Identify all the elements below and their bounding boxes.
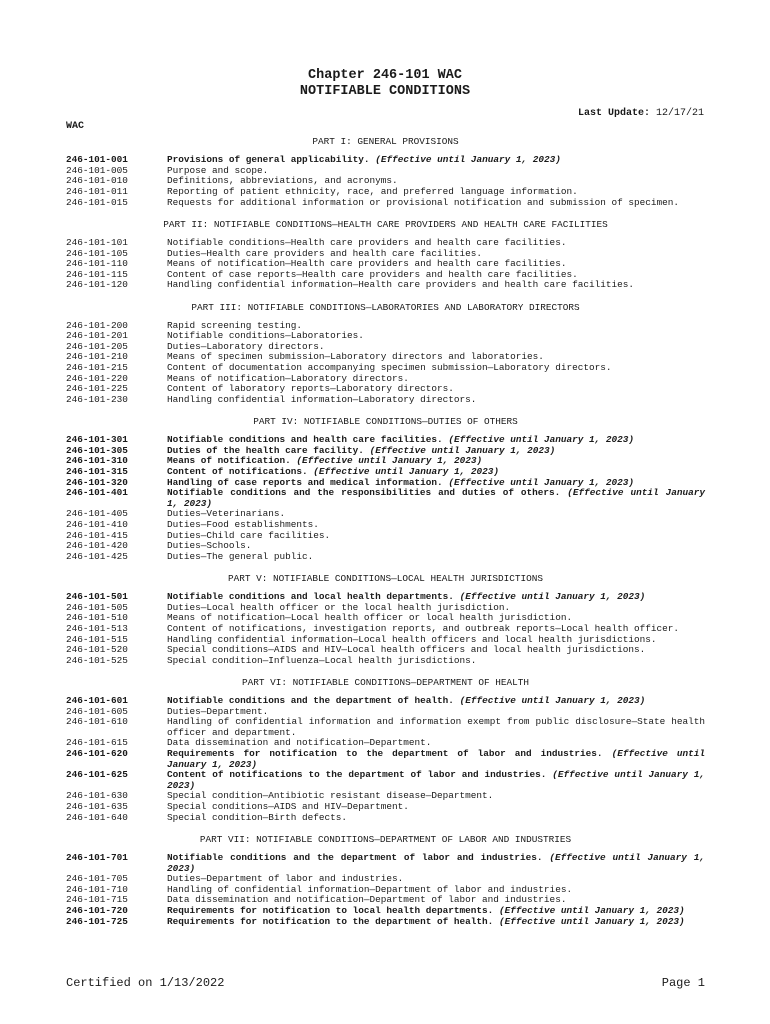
section-number: 246-101-425 (66, 550, 128, 562)
section-title: Notifiable conditions—Health care providers and health care facilities. (167, 236, 567, 248)
section-row (66, 509, 705, 520)
section-number: 246-101-510 (66, 612, 128, 624)
section-row (66, 520, 705, 531)
section-title-wrap (167, 770, 705, 791)
section-number: 246-101-401 (66, 487, 128, 499)
section-title: Duties—Food establishments. (167, 518, 319, 530)
section-number: 246-101-520 (66, 644, 128, 656)
part-heading: PART VI: NOTIFIABLE CONDITIONS—DEPARTMENT OF HEALTH (242, 676, 529, 688)
section-number: 246-101-105 (66, 247, 128, 259)
page-footer (66, 976, 705, 990)
section-title: Means of notification—Local health officer or local health jurisdiction. (167, 612, 573, 624)
section-number: 246-101-011 (66, 185, 128, 197)
section-number: 246-101-515 (66, 633, 128, 645)
section-number: 246-101-615 (66, 737, 128, 749)
effective-note: (Effective until January 1, 2023) (369, 444, 556, 456)
section-number: 246-101-110 (66, 258, 128, 270)
section-title: Content of documentation accompanying specimen submission—Laboratory directors. (167, 362, 612, 374)
section-title: Notifiable conditions—Laboratories. (167, 330, 364, 342)
section-row (66, 541, 705, 552)
section-row (66, 395, 705, 406)
section-title: Purpose and scope. (167, 164, 269, 176)
section-row (66, 696, 705, 707)
effective-note: (Effective until January 1, 2023) (167, 769, 705, 791)
section-title: Handling of case reports and medical information. (167, 476, 443, 488)
section-list (66, 435, 705, 562)
section-title-wrap (167, 813, 705, 824)
section-number: 246-101-301 (66, 434, 128, 446)
section-title: Reporting of patient ethnicity, race, and preferred language information. (167, 185, 578, 197)
section-title: Definitions, abbreviations, and acronyms. (167, 175, 398, 187)
section-list (66, 696, 705, 823)
section-row (66, 656, 705, 667)
section-number: 246-101-410 (66, 518, 128, 530)
section-title: Means of notification—Laboratory directors. (167, 372, 409, 384)
section-title: Special conditions—AIDS and HIV—Local health officers and local health jurisdictions. (167, 644, 646, 656)
part-heading: PART I: GENERAL PROVISIONS (312, 136, 459, 147)
section-title: Handling of confidential information—Department of labor and industries. (167, 883, 573, 895)
section-number: 246-101-101 (66, 236, 128, 248)
section-row (66, 321, 705, 332)
section-title: Notifiable conditions and local health departments. (167, 591, 454, 603)
section-title: Duties—Child care facilities. (167, 529, 331, 541)
section-number: 246-101-705 (66, 873, 128, 885)
section-number: 246-101-305 (66, 444, 128, 456)
section-title: Duties—Local health officer or the local health jurisdiction. (167, 601, 511, 613)
document-title: NOTIFIABLE CONDITIONS (299, 84, 471, 99)
section-number: 246-101-320 (66, 476, 128, 488)
section-number: 246-101-525 (66, 654, 128, 666)
section-title-wrap (167, 395, 705, 406)
section-row (66, 552, 705, 563)
effective-note: (Effective until January 1, 2023) (167, 748, 705, 770)
section-row (66, 531, 705, 542)
section-number: 246-101-501 (66, 591, 128, 603)
last-update-value: 12/17/21 (655, 108, 704, 119)
section-title: Duties—The general public. (167, 550, 314, 562)
section-row (66, 488, 705, 509)
part-heading: PART V: NOTIFIABLE CONDITIONS—LOCAL HEALTH JURISDICTIONS (227, 572, 544, 584)
section-title: Content of notifications to the department of labor and industries. (167, 769, 547, 781)
section-number: 246-101-635 (66, 801, 128, 812)
section-number: 246-101-505 (66, 601, 128, 613)
section-row (66, 749, 705, 770)
effective-note: (Effective until January 1, 2023) (448, 476, 634, 488)
section-number: 246-101-120 (66, 279, 128, 291)
section-number: 246-101-315 (66, 466, 128, 477)
section-title-wrap (167, 656, 705, 667)
section-list (66, 321, 705, 406)
section-number: 246-101-625 (66, 769, 128, 781)
certified-date: Certified on 1/13/2022 (66, 976, 225, 990)
section-number: 246-101-610 (66, 716, 128, 728)
effective-note: (Effective until January 1, 2023) (448, 434, 634, 446)
section-title: Content of notifications. (167, 466, 308, 477)
section-title: Duties of the health care facility. (167, 444, 364, 456)
section-title: Special condition—Antibiotic resistant disease—Department. (167, 790, 494, 802)
section-row (66, 717, 705, 738)
section-number: 246-101-015 (66, 196, 128, 208)
section-title-wrap (167, 198, 705, 209)
section-title-wrap (167, 488, 705, 509)
section-list (66, 853, 705, 927)
section-title: Duties—Veterinarians. (167, 508, 286, 520)
section-title: Means of specimen submission—Laboratory directors and laboratories. (167, 351, 544, 363)
section-number: 246-101-205 (66, 340, 128, 352)
section-title: Handling of confidential information and information exempt from public disclosure—State health officer and department. (167, 716, 705, 738)
section-number: 246-101-720 (66, 904, 128, 916)
effective-note: (Effective until January 1, 2023) (296, 455, 483, 467)
section-row (66, 155, 705, 166)
section-title-wrap (167, 749, 705, 770)
section-number: 246-101-701 (66, 851, 128, 863)
section-title: Handling confidential information—Local health officers and local health jurisdictions. (167, 633, 657, 645)
effective-note: (Effective until January 1, 2023) (498, 915, 685, 927)
section-number: 246-101-010 (66, 175, 128, 187)
section-number: 246-101-725 (66, 915, 128, 927)
section-number: 246-101-715 (66, 894, 128, 906)
section-title: Requirements for notification to the department of health. (167, 915, 494, 927)
section-number: 246-101-200 (66, 319, 128, 331)
section-number: 246-101-115 (66, 268, 128, 280)
section-title-wrap (167, 280, 705, 291)
section-title-wrap (167, 853, 705, 874)
section-title: Provisions of general applicability. (167, 154, 370, 166)
section-title-wrap (167, 717, 705, 738)
section-number: 246-101-201 (66, 330, 128, 342)
section-title: Data dissemination and notification—Department of labor and industries. (167, 894, 567, 906)
section-number: 246-101-310 (66, 455, 128, 467)
section-title: Special condition—Birth defects. (167, 811, 348, 823)
section-title-wrap (167, 552, 705, 563)
section-title: Duties—Health care providers and health care facilities. (167, 247, 483, 259)
section-title: Notifiable conditions and the department of health. (167, 695, 454, 707)
section-row (66, 802, 705, 813)
section-title: Content of laboratory reports—Laboratory directors. (167, 383, 454, 395)
section-title: Content of notifications, investigation reports, and outbreak reports—Local health officer. (167, 622, 679, 634)
effective-note: (Effective until January 1, 2023) (375, 154, 561, 166)
section-list (66, 592, 705, 666)
section-number: 246-101-001 (66, 154, 128, 166)
section-title: Content of case reports—Health care providers and health care facilities. (167, 268, 578, 280)
section-title: Requirements for notification to the department of labor and industries. (167, 748, 603, 760)
section-title: Requests for additional information or provisional notification and submission of specimen. (167, 196, 679, 208)
section-title: Handling confidential information—Laboratory directors. (167, 393, 477, 405)
section-title: Special conditions—AIDS and HIV—Department. (167, 801, 409, 812)
effective-note: (Effective until January 1, 2023) (167, 487, 705, 509)
wac-column-label: WAC (66, 121, 85, 132)
section-number: 246-101-513 (66, 622, 128, 634)
effective-note: (Effective until January 1, 2023) (313, 466, 499, 477)
section-number: 246-101-710 (66, 883, 128, 895)
section-list (66, 155, 705, 208)
section-row (66, 853, 705, 874)
section-number: 246-101-210 (66, 351, 128, 363)
section-title: Notifiable conditions and the department of labor and industries. (167, 851, 543, 863)
section-number: 246-101-415 (66, 529, 128, 541)
section-row (66, 770, 705, 791)
section-number: 246-101-230 (66, 393, 128, 405)
effective-note: (Effective until January 1, 2023) (498, 904, 685, 916)
section-title: Duties—Schools. (167, 540, 252, 552)
section-title: Notifiable conditions and the responsibilities and duties of others. (167, 487, 561, 499)
section-title: Duties—Department of labor and industries. (167, 873, 404, 885)
section-number: 246-101-620 (66, 748, 128, 760)
part-heading: PART VII: NOTIFIABLE CONDITIONS—DEPARTMENT OF LABOR AND INDUSTRIES (199, 833, 572, 845)
effective-note: (Effective until January 1, 2023) (459, 591, 646, 603)
section-number: 246-101-005 (66, 164, 128, 176)
chapter-title: Chapter 246-101 WAC (308, 68, 462, 83)
section-number: 246-101-220 (66, 372, 128, 384)
section-number: 246-101-405 (66, 508, 128, 520)
last-update-label: Last Update: (577, 108, 650, 119)
section-title: Requirements for notification to local health departments. (167, 904, 494, 916)
section-row (66, 917, 705, 928)
section-title: Handling confidential information—Health care providers and health care facilities. (167, 279, 634, 291)
effective-note: (Effective until January 1, 2023) (167, 851, 705, 874)
section-number: 246-101-215 (66, 362, 128, 374)
section-title: Rapid screening testing. (167, 319, 303, 331)
section-title: Duties—Laboratory directors. (167, 340, 325, 352)
section-row (66, 280, 705, 291)
section-title: Means of notification—Health care providers and health care facilities. (167, 258, 567, 270)
section-number: 246-101-640 (66, 811, 128, 823)
last-update (578, 108, 704, 120)
section-row (66, 198, 705, 209)
part-heading: PART IV: NOTIFIABLE CONDITIONS—DUTIES OF OTHERS (253, 416, 518, 428)
section-number: 246-101-630 (66, 790, 128, 802)
section-row (66, 813, 705, 824)
section-number: 246-101-601 (66, 695, 128, 707)
table-of-contents (66, 137, 705, 935)
section-title: Notifiable conditions and health care facilities. (167, 434, 443, 446)
section-title-wrap (167, 917, 705, 928)
section-number: 246-101-225 (66, 383, 128, 395)
section-title: Means of notification. (167, 455, 291, 467)
part-heading: PART III: NOTIFIABLE CONDITIONS—LABORATORIES AND LABORATORY DIRECTORS (191, 301, 580, 313)
page-number: Page 1 (661, 976, 705, 990)
effective-note: (Effective until January 1, 2023) (459, 695, 646, 707)
section-title: Data dissemination and notification—Department. (167, 737, 432, 749)
part-heading: PART II: NOTIFIABLE CONDITIONS—HEALTH CARE PROVIDERS AND HEALTH CARE FACILITIES (163, 218, 608, 230)
section-row (66, 331, 705, 342)
section-list (66, 238, 705, 291)
section-title: Special condition—Influenza—Local health jurisdictions. (167, 654, 477, 666)
section-number: 246-101-605 (66, 705, 128, 717)
section-number: 246-101-420 (66, 540, 128, 552)
section-title: Duties—Department. (167, 705, 269, 717)
